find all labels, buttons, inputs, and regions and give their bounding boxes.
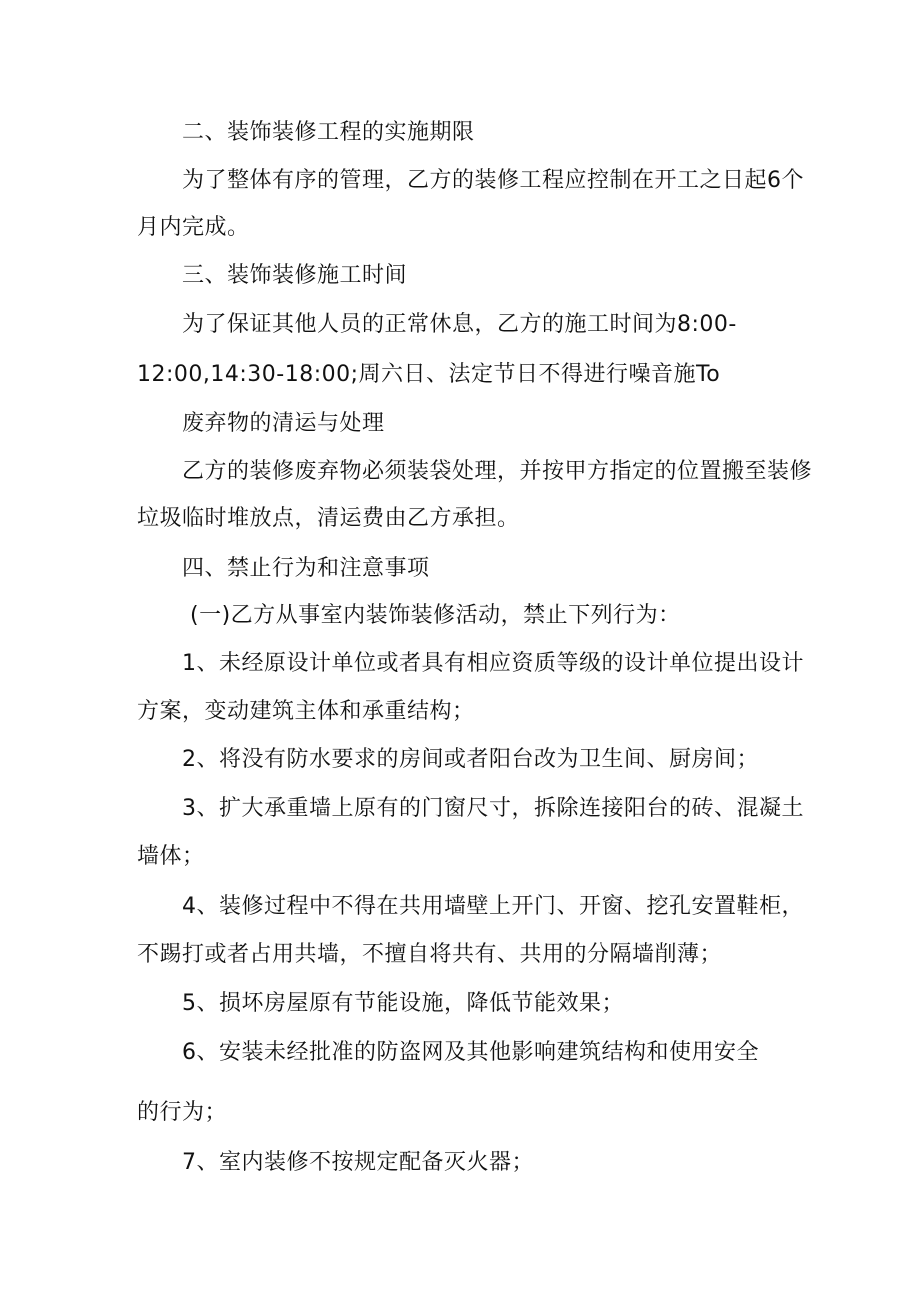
subheading-waste-disposal: 废弃物的清运与处理	[182, 411, 385, 436]
list-item-2: 2、将没有防水要求的房间或者阳台改为卫生间、厨房间；	[182, 747, 759, 772]
paragraph-period-line-1: 为了整体有序的管理，乙方的装修工程应控制在开工之日起6个	[182, 168, 804, 193]
list-item-4-line-2: 不踢打或者占用共墙，不擅自将共有、共用的分隔墙削薄；	[137, 942, 723, 967]
list-item-3-line-1: 3、扩大承重墙上原有的门窗尺寸，拆除连接阳台的砖、混凝土	[182, 796, 804, 821]
list-item-4-line-1: 4、装修过程中不得在共用墙壁上开门、开窗、挖孔安置鞋柜，	[182, 894, 804, 919]
list-item-7: 7、室内装修不按规定配备灭火器；	[182, 1150, 534, 1175]
list-item-6-line-1: 6、安装未经批准的防盗网及其他影响建筑结构和使用安全	[182, 1040, 759, 1065]
section-heading-construction-time: 三、装饰装修施工时间	[182, 263, 408, 288]
paragraph-waste-line-2: 垃圾临时堆放点，清运费由乙方承担。	[137, 506, 520, 531]
paragraph-time-line-2: 12:00,14:30-18:00;周六日、法定节日不得进行噪音施To	[137, 362, 721, 387]
list-item-3-line-2: 墙体；	[137, 844, 205, 869]
paragraph-time-line-1: 为了保证其他人员的正常休息，乙方的施工时间为8:00-	[182, 312, 737, 337]
paragraph-waste-line-1: 乙方的装修废弃物必须装袋处理，并按甲方指定的位置搬至装修	[182, 459, 813, 484]
paragraph-period-line-2: 月内完成。	[137, 215, 250, 240]
section-heading-prohibited-acts: 四、禁止行为和注意事项	[182, 556, 430, 581]
subheading-prohibited-list: (一)乙方从事室内装饰装修活动，禁止下列行为：	[190, 603, 681, 628]
list-item-5: 5、损坏房屋原有节能设施，降低节能效果；	[182, 991, 624, 1016]
section-heading-implementation-period: 二、装饰装修工程的实施期限	[182, 120, 475, 145]
list-item-1-line-2: 方案，变动建筑主体和承重结构；	[137, 699, 475, 724]
list-item-6-line-2: 的行为；	[137, 1100, 228, 1125]
list-item-1-line-1: 1、未经原设计单位或者具有相应资质等级的设计单位提出设计	[182, 651, 804, 676]
